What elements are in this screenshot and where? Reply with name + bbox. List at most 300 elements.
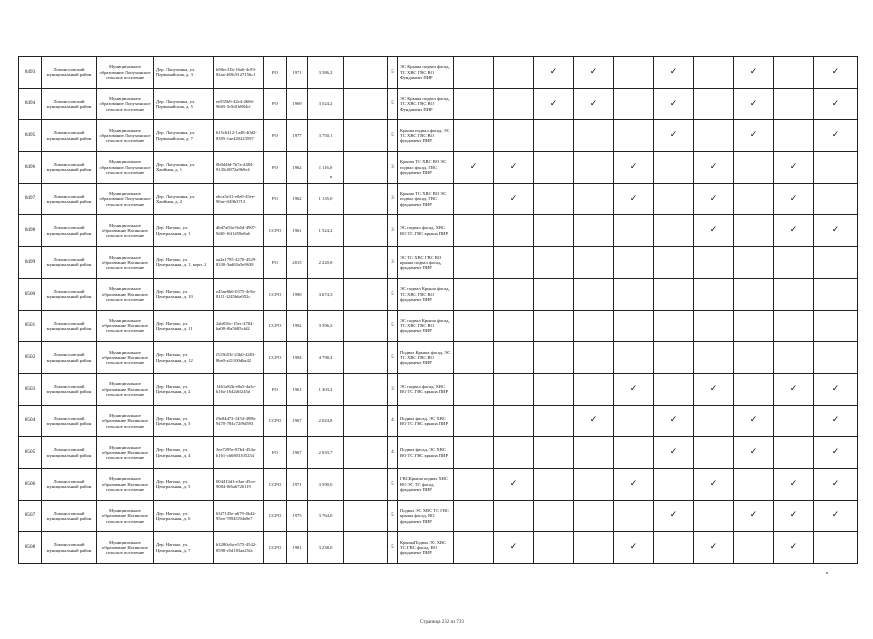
district-cell: Ломоносовский муниципальный район bbox=[42, 437, 97, 469]
address-cell: Дер. Нагино, ул. Центральная, д. 1, корп. 2 bbox=[154, 247, 214, 279]
page-footer: Страница 232 из 733 bbox=[420, 620, 464, 625]
ownership-type-cell: РО bbox=[264, 152, 287, 184]
work-check-cell bbox=[814, 215, 858, 247]
spacer-cell bbox=[344, 278, 388, 310]
work-check-cell bbox=[734, 437, 774, 469]
district-cell: Ломоносовский муниципальный район bbox=[42, 183, 97, 215]
work-check-cell bbox=[694, 215, 734, 247]
district-cell: Ломоносовский муниципальный район bbox=[42, 310, 97, 342]
settlement-cell: Муниципальное образование Нагинское сельское поселение bbox=[97, 500, 154, 532]
checkmark-icon: ✓ bbox=[831, 130, 840, 141]
work-check-cell bbox=[534, 57, 574, 89]
work-check-cell bbox=[774, 437, 814, 469]
work-check-cell bbox=[494, 183, 534, 215]
work-check-cell bbox=[614, 437, 654, 469]
settlement-cell: Муниципальное образование Нагинское сельское поселение bbox=[97, 405, 154, 437]
checkmark-icon: ✓ bbox=[709, 161, 718, 172]
address-cell: Дер. Нагино, ул. Центральная, д. 11 bbox=[154, 310, 214, 342]
checkmark-icon: ✓ bbox=[709, 542, 718, 553]
work-check-cell bbox=[454, 215, 494, 247]
works-list-cell: Крыша ТС ХВС ВО ЭС подвал фасад, ГВС фундамент ПИР bbox=[398, 152, 454, 184]
work-check-cell bbox=[534, 437, 574, 469]
work-check-cell bbox=[534, 215, 574, 247]
checkmark-icon: ✓ bbox=[629, 478, 638, 489]
work-check-cell bbox=[774, 310, 814, 342]
area-cell: 3 764,0 bbox=[308, 500, 344, 532]
work-check-cell bbox=[534, 120, 574, 152]
work-check-cell bbox=[814, 500, 858, 532]
work-check-cell bbox=[534, 183, 574, 215]
spacer-cell bbox=[344, 152, 388, 184]
building-id-cell: 2ab816c-15ec-4704-ba08-f0a5685cfd2 bbox=[214, 310, 264, 342]
work-check-cell bbox=[454, 57, 494, 89]
floors-cell: 5 bbox=[388, 342, 398, 374]
works-list-cell: ЭС Крыша подвал фасад, ТС ХВС ГВС ВО Фундамент ПИР bbox=[398, 57, 454, 89]
settlement-cell: Муниципальное образование Лопухинское сельское поселение bbox=[97, 88, 154, 120]
checkmark-icon: ✓ bbox=[789, 383, 798, 394]
build-year-cell: 1992 bbox=[287, 310, 308, 342]
work-check-cell bbox=[494, 247, 534, 279]
work-check-cell bbox=[534, 278, 574, 310]
checkmark-icon: ✓ bbox=[831, 98, 840, 109]
work-check-cell bbox=[614, 373, 654, 405]
work-check-cell bbox=[814, 152, 858, 184]
area-cell: 2 033,7 bbox=[308, 437, 344, 469]
work-check-cell bbox=[654, 57, 694, 89]
work-check-cell bbox=[614, 183, 654, 215]
checkmark-icon: ✓ bbox=[831, 510, 840, 521]
checkmark-icon: ✓ bbox=[831, 415, 840, 426]
work-check-cell bbox=[574, 405, 614, 437]
work-check-cell bbox=[494, 310, 534, 342]
work-check-cell bbox=[534, 532, 574, 564]
ownership-type-cell: ССРО bbox=[264, 342, 287, 374]
area-cell: 1 116,0 bbox=[308, 152, 344, 184]
row-number: 8502 bbox=[19, 342, 42, 374]
checkmark-icon: ✓ bbox=[749, 447, 758, 458]
work-check-cell bbox=[614, 152, 654, 184]
work-check-cell bbox=[454, 120, 494, 152]
spacer-cell bbox=[344, 57, 388, 89]
checkmark-icon: ✓ bbox=[669, 66, 678, 77]
checkmark-icon: ✓ bbox=[789, 542, 798, 553]
area-cell: 2 024,8 bbox=[308, 405, 344, 437]
checkmark-icon: ✓ bbox=[629, 161, 638, 172]
row-number: 8494 bbox=[19, 88, 42, 120]
register-rows bbox=[19, 57, 858, 564]
work-check-cell bbox=[694, 120, 734, 152]
work-check-cell bbox=[454, 342, 494, 374]
work-check-cell bbox=[574, 278, 614, 310]
work-check-cell bbox=[694, 532, 734, 564]
checkmark-icon: ✓ bbox=[789, 225, 798, 236]
checkmark-icon: ✓ bbox=[669, 415, 678, 426]
floors-cell: 5 bbox=[388, 500, 398, 532]
works-list-cell: Крыша подвал фасад, ЭС ТС ХВС ГВС ВО фундамент ПИР bbox=[398, 120, 454, 152]
work-check-cell bbox=[814, 373, 858, 405]
works-list-cell: ЭС подвал Крыша фасад, ТС ХВС ГВС ВО фундамент ПИР bbox=[398, 310, 454, 342]
district-cell: Ломоносовский муниципальный район bbox=[42, 88, 97, 120]
settlement-cell: Муниципальное образование Нагинское сельское поселение bbox=[97, 437, 154, 469]
spacer-cell bbox=[344, 342, 388, 374]
floors-cell: 5 bbox=[388, 57, 398, 89]
checkmark-icon: ✓ bbox=[831, 225, 840, 236]
table-row bbox=[19, 88, 858, 120]
work-check-cell bbox=[654, 342, 694, 374]
ownership-type-cell: ССРО bbox=[264, 310, 287, 342]
checkmark-icon: ✓ bbox=[509, 542, 518, 553]
work-check-cell bbox=[774, 183, 814, 215]
works-list-cell: Крыша ТС ХВС ВО ЭС подвал фасад, ГВС фундамент ПИР bbox=[398, 183, 454, 215]
checkmark-icon: ✓ bbox=[509, 161, 518, 172]
spacer-cell bbox=[344, 373, 388, 405]
work-check-cell bbox=[814, 278, 858, 310]
settlement-cell: Муниципальное образование Лопухинское сельское поселение bbox=[97, 120, 154, 152]
work-check-cell bbox=[534, 342, 574, 374]
work-check-cell bbox=[614, 405, 654, 437]
checkmark-icon: ✓ bbox=[509, 478, 518, 489]
work-check-cell bbox=[494, 120, 534, 152]
checkmark-icon: ✓ bbox=[469, 161, 478, 172]
ownership-type-cell: ССРО bbox=[264, 532, 287, 564]
work-check-cell bbox=[574, 215, 614, 247]
ownership-type-cell: РО bbox=[264, 183, 287, 215]
floors-cell: 3 bbox=[388, 373, 398, 405]
work-check-cell bbox=[774, 468, 814, 500]
table-row bbox=[19, 278, 858, 310]
floors-cell: 3 bbox=[388, 183, 398, 215]
area-cell: 3 674,3 bbox=[308, 278, 344, 310]
work-check-cell bbox=[774, 500, 814, 532]
work-check-cell bbox=[694, 437, 734, 469]
work-check-cell bbox=[774, 278, 814, 310]
work-check-cell bbox=[574, 468, 614, 500]
table-row bbox=[19, 405, 858, 437]
build-year-cell: 1994 bbox=[287, 342, 308, 374]
work-check-cell bbox=[494, 405, 534, 437]
checkmark-icon: ✓ bbox=[831, 478, 840, 489]
work-check-cell bbox=[814, 247, 858, 279]
settlement-cell: Муниципальное образование Нагинское сельское поселение bbox=[97, 342, 154, 374]
checkmark-icon: ✓ bbox=[789, 193, 798, 204]
floors-cell: 5 bbox=[388, 310, 398, 342]
district-cell: Ломоносовский муниципальный район bbox=[42, 342, 97, 374]
work-check-cell bbox=[734, 152, 774, 184]
work-check-cell bbox=[494, 57, 534, 89]
build-year-cell: 1961 bbox=[287, 215, 308, 247]
row-number: 8507 bbox=[19, 500, 42, 532]
address-cell: Дер. Нагино, ул. Центральная, д. 3 bbox=[154, 405, 214, 437]
capital-repair-register-table bbox=[18, 56, 858, 564]
building-id-cell: ebca3e31-e0e6-45ee-90ae-ff49b3713 bbox=[214, 183, 264, 215]
work-check-cell bbox=[694, 278, 734, 310]
floors-cell: 5 bbox=[388, 278, 398, 310]
work-check-cell bbox=[614, 278, 654, 310]
work-check-cell bbox=[534, 405, 574, 437]
work-check-cell bbox=[734, 373, 774, 405]
work-check-cell bbox=[534, 247, 574, 279]
row-number: 8497 bbox=[19, 183, 42, 215]
district-cell: Ломоносовский муниципальный район bbox=[42, 278, 97, 310]
works-list-cell: ЭС ТС ХВС ГВС ВО крыша подвал фасад, фундамент ПИР bbox=[398, 247, 454, 279]
address-cell: Дер. Лопухинка, ул. Первомайская, д. 3 bbox=[154, 57, 214, 89]
settlement-cell: Муниципальное образование Нагинское сельское поселение bbox=[97, 373, 154, 405]
build-year-cell: 1981 bbox=[287, 532, 308, 564]
work-check-cell bbox=[494, 278, 534, 310]
checkmark-icon: ✓ bbox=[549, 66, 558, 77]
work-check-cell bbox=[654, 183, 694, 215]
work-check-cell bbox=[734, 310, 774, 342]
work-check-cell bbox=[494, 215, 534, 247]
checkmark-icon: ✓ bbox=[669, 510, 678, 521]
work-check-cell bbox=[814, 437, 858, 469]
work-check-cell bbox=[454, 183, 494, 215]
work-check-cell bbox=[694, 500, 734, 532]
row-number: 8496 bbox=[19, 152, 42, 184]
area-cell: 1 135,0 bbox=[308, 183, 344, 215]
checkmark-icon: ✓ bbox=[629, 193, 638, 204]
work-check-cell bbox=[774, 342, 814, 374]
work-check-cell bbox=[654, 405, 694, 437]
district-cell: Ломоносовский муниципальный район bbox=[42, 152, 97, 184]
checkmark-icon: ✓ bbox=[831, 66, 840, 77]
building-id-cell: 615c6412-1a48-40d2-8395-1ae420223597 bbox=[214, 120, 264, 152]
checkmark-icon: ✓ bbox=[709, 225, 718, 236]
work-check-cell bbox=[454, 500, 494, 532]
spacer-cell bbox=[344, 310, 388, 342]
building-id-cell: 63f7145e-a679-4b42-95ea-7894f19da9e7 bbox=[214, 500, 264, 532]
work-check-cell bbox=[454, 310, 494, 342]
work-check-cell bbox=[654, 215, 694, 247]
work-check-cell bbox=[614, 120, 654, 152]
building-id-cell: 1461a82b-e8a5-4a3c-b16a-1642dff245d bbox=[214, 373, 264, 405]
works-list-cell: ЭС Крыша подвал фасад, ТС ХВС ГВС ВО Фундамент ПИР bbox=[398, 88, 454, 120]
table-row bbox=[19, 500, 858, 532]
address-cell: Дер. Лопухинка, ул. Хвойная, д. 1 bbox=[154, 152, 214, 184]
district-cell: Ломоносовский муниципальный район bbox=[42, 215, 97, 247]
build-year-cell: 1971 bbox=[287, 57, 308, 89]
building-id-cell: ee935b9-42e4-4666-9665-3c9d1b884cf bbox=[214, 88, 264, 120]
row-number: 8501 bbox=[19, 310, 42, 342]
work-check-cell bbox=[534, 310, 574, 342]
district-cell: Ломоносовский муниципальный район bbox=[42, 500, 97, 532]
works-list-cell: ЭС подвал фасад, ХВС ВО ТС ГВС крыша ПИР bbox=[398, 373, 454, 405]
ownership-type-cell: РО bbox=[264, 247, 287, 279]
checkmark-icon: ✓ bbox=[831, 383, 840, 394]
row-number: 8495 bbox=[19, 120, 42, 152]
checkmark-icon: ✓ bbox=[709, 383, 718, 394]
work-check-cell bbox=[814, 57, 858, 89]
work-check-cell bbox=[614, 342, 654, 374]
work-check-cell bbox=[614, 57, 654, 89]
work-check-cell bbox=[814, 405, 858, 437]
build-year-cell: 1962 bbox=[287, 152, 308, 184]
ownership-type-cell: ССРО bbox=[264, 405, 287, 437]
area-cell: 1 524,2 bbox=[308, 215, 344, 247]
area-cell: 4 798,4 bbox=[308, 342, 344, 374]
settlement-cell: Муниципальное образование Нагинское сельское поселение bbox=[97, 278, 154, 310]
works-list-cell: КрышаПодвал ЭС ХВС ТС ГВС фасад, ВО фундамент ПИР bbox=[398, 532, 454, 564]
checkmark-icon: ✓ bbox=[629, 542, 638, 553]
work-check-cell bbox=[534, 500, 574, 532]
spacer-cell bbox=[344, 532, 388, 564]
work-check-cell bbox=[694, 88, 734, 120]
address-cell: Дер. Лопухинка, ул. Первомайская, д. 5 bbox=[154, 88, 214, 120]
ownership-type-cell: ССРО bbox=[264, 468, 287, 500]
work-check-cell bbox=[454, 88, 494, 120]
spacer-cell bbox=[344, 437, 388, 469]
work-check-cell bbox=[654, 152, 694, 184]
work-check-cell bbox=[694, 310, 734, 342]
spacer-cell bbox=[344, 183, 388, 215]
work-check-cell bbox=[614, 247, 654, 279]
building-id-cell: b3280c6a-e575-4542-8598-e5d183aa25fa bbox=[214, 532, 264, 564]
works-list-cell: ГВСКрыша подвал ХВС ВО ЭС ТС фасад, фундамент ПИР bbox=[398, 468, 454, 500]
work-check-cell bbox=[734, 278, 774, 310]
work-check-cell bbox=[694, 152, 734, 184]
work-check-cell bbox=[734, 342, 774, 374]
district-cell: Ломоносовский муниципальный район bbox=[42, 57, 97, 89]
district-cell: Ломоносовский муниципальный район bbox=[42, 468, 97, 500]
building-id-cell: aa2a1795-2278-4529-8330-3ad63a5e9638 bbox=[214, 247, 264, 279]
work-check-cell bbox=[734, 405, 774, 437]
build-year-cell: 1990 bbox=[287, 278, 308, 310]
register-table-page bbox=[18, 56, 858, 564]
work-check-cell bbox=[694, 342, 734, 374]
district-cell: Ломоносовский муниципальный район bbox=[42, 247, 97, 279]
checkmark-icon: ✓ bbox=[669, 98, 678, 109]
work-check-cell bbox=[774, 373, 814, 405]
work-check-cell bbox=[534, 373, 574, 405]
checkmark-icon: ✓ bbox=[509, 193, 518, 204]
row-number: 8504 bbox=[19, 405, 42, 437]
work-check-cell bbox=[574, 152, 614, 184]
address-cell: Дер. Нагино, ул. Центральная, д. 6 bbox=[154, 500, 214, 532]
build-year-cell: 1975 bbox=[287, 500, 308, 532]
scan-speck bbox=[826, 572, 828, 574]
work-check-cell bbox=[614, 468, 654, 500]
checkmark-icon: ✓ bbox=[629, 383, 638, 394]
checkmark-icon: ✓ bbox=[669, 130, 678, 141]
floors-cell: 4 bbox=[388, 437, 398, 469]
checkmark-icon: ✓ bbox=[749, 415, 758, 426]
checkmark-icon: ✓ bbox=[589, 415, 598, 426]
works-list-cell: Подвал Крыша фасад, ЭС ТС ХВС ГВС ВО фундамент ПИР bbox=[398, 342, 454, 374]
work-check-cell bbox=[694, 183, 734, 215]
floors-cell: 5 bbox=[388, 88, 398, 120]
area-cell: 1 303,2 bbox=[308, 373, 344, 405]
work-check-cell bbox=[454, 278, 494, 310]
building-id-cell: b98ec31b-16a6-4c93-82aa-469c9127156c1 bbox=[214, 57, 264, 89]
checkmark-icon: ✓ bbox=[789, 478, 798, 489]
floors-cell: 4 bbox=[388, 405, 398, 437]
checkmark-icon: ✓ bbox=[789, 161, 798, 172]
ownership-type-cell: РО bbox=[264, 57, 287, 89]
work-check-cell bbox=[774, 215, 814, 247]
checkmark-icon: ✓ bbox=[789, 510, 798, 521]
building-id-cell: f515b53f-23b0-4283-8be0-a21100dba42 bbox=[214, 342, 264, 374]
work-check-cell bbox=[774, 88, 814, 120]
row-number: 8506 bbox=[19, 468, 42, 500]
work-check-cell bbox=[494, 152, 534, 184]
build-year-cell: 1967 bbox=[287, 405, 308, 437]
table-row bbox=[19, 152, 858, 184]
settlement-cell: Муниципальное образование Нагинское сельское поселение bbox=[97, 247, 154, 279]
floors-cell: 5 bbox=[388, 532, 398, 564]
work-check-cell bbox=[574, 342, 614, 374]
work-check-cell bbox=[694, 405, 734, 437]
work-check-cell bbox=[574, 373, 614, 405]
district-cell: Ломоносовский муниципальный район bbox=[42, 120, 97, 152]
ownership-type-cell: ССРО bbox=[264, 500, 287, 532]
work-check-cell bbox=[734, 88, 774, 120]
ownership-type-cell: ССРО bbox=[264, 278, 287, 310]
work-check-cell bbox=[734, 247, 774, 279]
address-cell: Дер. Нагино, ул. Центральная, д. 5 bbox=[154, 468, 214, 500]
work-check-cell bbox=[494, 500, 534, 532]
work-check-cell bbox=[614, 500, 654, 532]
spacer-cell bbox=[344, 247, 388, 279]
area-cell: 3 524,2 bbox=[308, 88, 344, 120]
area-cell: 3 586,2 bbox=[308, 57, 344, 89]
table-row bbox=[19, 310, 858, 342]
work-check-cell bbox=[574, 183, 614, 215]
spacer-cell bbox=[344, 405, 388, 437]
settlement-cell: Муниципальное образование Нагинское сельское поселение bbox=[97, 310, 154, 342]
row-number: 8503 bbox=[19, 373, 42, 405]
work-check-cell bbox=[574, 57, 614, 89]
work-check-cell bbox=[574, 437, 614, 469]
row-number: 8498 bbox=[19, 215, 42, 247]
checkmark-icon: ✓ bbox=[549, 98, 558, 109]
work-check-cell bbox=[494, 468, 534, 500]
checkmark-icon: ✓ bbox=[831, 447, 840, 458]
work-check-cell bbox=[734, 468, 774, 500]
work-check-cell bbox=[534, 88, 574, 120]
work-check-cell bbox=[654, 468, 694, 500]
work-check-cell bbox=[814, 88, 858, 120]
ownership-type-cell: РО bbox=[264, 120, 287, 152]
work-check-cell bbox=[574, 500, 614, 532]
district-cell: Ломоносовский муниципальный район bbox=[42, 405, 97, 437]
floors-cell: 3 bbox=[388, 152, 398, 184]
works-list-cell: ЭС подвал Крыша фасад, ТС ХВС ГВС ВО фундамент ПИР bbox=[398, 278, 454, 310]
building-id-cell: 3ee7295e-87b4-454a-b161-cb6803105234 bbox=[214, 437, 264, 469]
works-list-cell: Подвал ЭС ХВС ТС ГВС крыша фасад, ВО фундамент ПИР bbox=[398, 500, 454, 532]
works-list-cell: Подвал фасад, ЭС ХВС ВО ТС ГВС крыша ПИР bbox=[398, 405, 454, 437]
work-check-cell bbox=[654, 120, 694, 152]
work-check-cell bbox=[574, 247, 614, 279]
building-id-cell: e45ae6b6-0375-4c9a-8111-f245b6a952c bbox=[214, 278, 264, 310]
checkmark-icon: ✓ bbox=[669, 447, 678, 458]
address-cell: Дер. Нагино, ул. Центральная, д. 10 bbox=[154, 278, 214, 310]
work-check-cell bbox=[454, 468, 494, 500]
address-cell: Дер. Нагино, ул. Центральная, д. 2 bbox=[154, 373, 214, 405]
work-check-cell bbox=[654, 310, 694, 342]
spacer-cell bbox=[344, 500, 388, 532]
work-check-cell bbox=[454, 373, 494, 405]
work-check-cell bbox=[734, 183, 774, 215]
area-cell: 3 590,0 bbox=[308, 468, 344, 500]
table-row bbox=[19, 373, 858, 405]
floors-cell: 3 bbox=[388, 247, 398, 279]
work-check-cell bbox=[774, 247, 814, 279]
area-cell: 2 220,8 bbox=[308, 247, 344, 279]
area-cell: 3 238,0 bbox=[308, 532, 344, 564]
checkmark-icon: ✓ bbox=[589, 66, 598, 77]
district-cell: Ломоносовский муниципальный район bbox=[42, 373, 97, 405]
work-check-cell bbox=[814, 342, 858, 374]
